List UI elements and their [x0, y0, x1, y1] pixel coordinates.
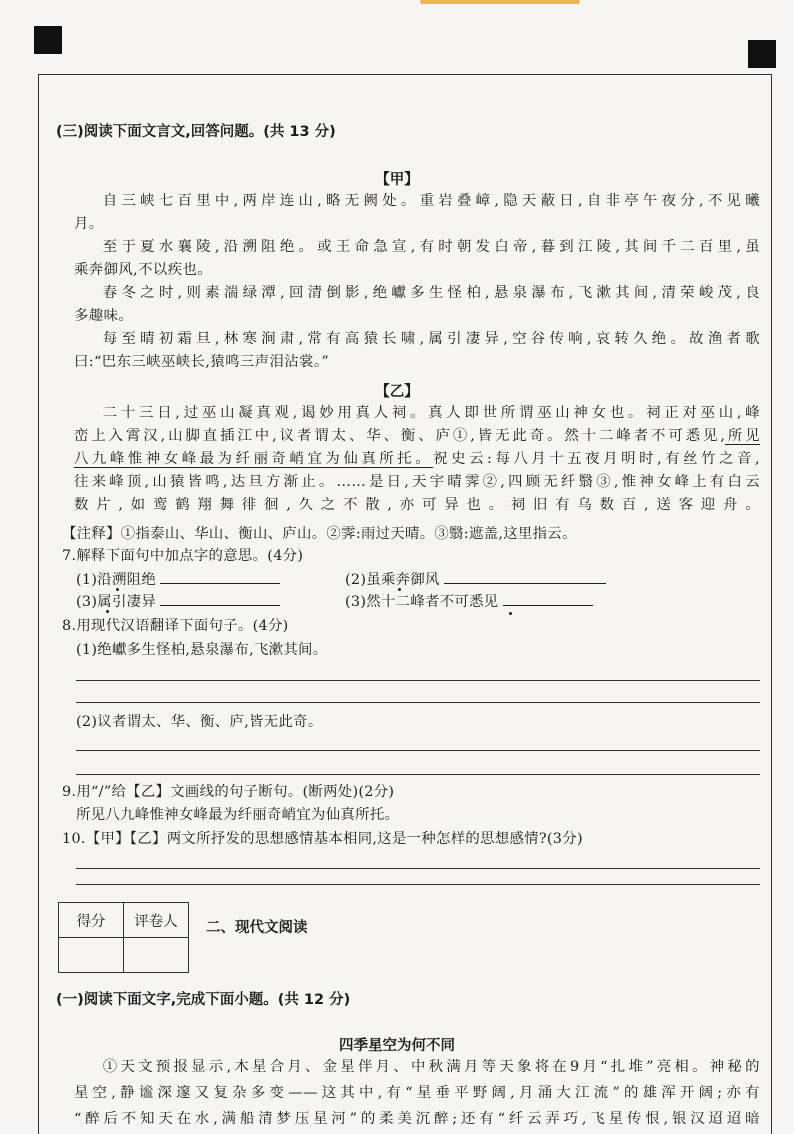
q7-stem: 7.解释下面句中加点字的意思。(4分)	[62, 548, 304, 564]
yi-title: 【乙】	[375, 384, 419, 400]
article-title: 四季星空为何不同	[339, 1038, 455, 1054]
q7-item-3: (3)属引凄异	[76, 590, 280, 611]
top-color-mark	[420, 0, 580, 4]
yi-line: 峦上入霄汉,山脚直插江中,议者谓太、华、衡、庐①,皆无此奇。然十二峰者不可悉见,所见	[74, 428, 760, 444]
jia-title: 【甲】	[375, 172, 419, 188]
score-cell[interactable]	[59, 938, 124, 973]
jia-line: 自三峡七百里中,两岸连山,略无阙处。重岩叠嶂,隐天蔽日,自非亭午夜分,不见曦	[102, 193, 760, 209]
jia-line: 至于夏水襄陵,沿溯阻绝。或王命急宣,有时朝发白帝,暮到江陵,其间千二百里,虽	[102, 239, 760, 255]
jia-text	[74, 190, 760, 374]
yi-line: 八九峰惟神女峰最为纤丽奇峭宜为仙真所托。祝史云:每八月十五夜月明时,有丝竹之音,	[74, 451, 760, 467]
jia-line: 月。	[74, 216, 104, 232]
article-line: ①天文预报显示,木星合月、金星伴月、中秋满月等天象将在9月“扎堆”亮相。神秘的	[102, 1059, 760, 1075]
grader-label: 评卷人	[124, 903, 189, 938]
q9-sentence: 所见八九峰惟神女峰最为纤丽奇峭宜为仙真所托。	[76, 807, 400, 823]
emphasis-dot	[106, 610, 109, 613]
jia-line: 曰:“巴东三峡巫峡长,猿鸣三声泪沾裳。”	[74, 354, 330, 370]
part2-sub-heading: (一)阅读下面文字,完成下面小题。(共 12 分)	[56, 992, 351, 1008]
jia-line: 多趣味。	[74, 308, 134, 324]
score-label: 得分	[59, 903, 124, 938]
answer-blank[interactable]	[444, 569, 606, 584]
yi-line: 二十三日,过巫山凝真观,谒妙用真人祠。真人即世所谓巫山神女也。祠正对巫山,峰	[102, 405, 760, 421]
q9-stem: 9.用“/”给【乙】文画线的句子断句。(断两处)(2分)	[62, 784, 395, 800]
answer-line[interactable]	[76, 702, 760, 703]
underlined-sentence-start: 所见	[725, 428, 760, 444]
jia-line: 每至晴初霜旦,林寒涧肃,常有高猿长啸,属引凄异,空谷传响,哀转久绝。故渔者歌	[102, 331, 760, 347]
underlined-sentence: 八九峰惟神女峰最为纤丽奇峭宜为仙真所托。	[74, 451, 434, 467]
yi-line: 往来峰顶,山猿皆鸣,达旦方渐止。……是日,天宇晴霁②,四顾无纤翳③,惟神女峰上有白云	[74, 474, 760, 490]
answer-blank[interactable]	[160, 591, 280, 606]
emphasis-dot	[398, 588, 401, 591]
jia-line: 春冬之时,则素湍绿潭,回清倒影,绝巘多生怪柏,悬泉瀑布,飞漱其间,清荣峻茂,良	[102, 285, 760, 301]
registration-mark-left	[34, 26, 62, 54]
answer-line[interactable]	[76, 884, 760, 885]
part2-heading: 二、现代文阅读	[206, 920, 308, 936]
answer-line[interactable]	[76, 680, 760, 681]
answer-blank[interactable]	[503, 591, 593, 606]
q7-item-4: (3)然十二峰者不可悉见	[345, 590, 593, 611]
section3-heading: (三)阅读下面文言文,回答问题。(共 13 分)	[56, 124, 336, 140]
score-box	[58, 902, 189, 973]
q7-item-1: (1)沿溯阻绝	[76, 568, 280, 589]
article-line: “醉后不知天在水,满船清梦压星河”的柔美沉醉;还有“纤云弄巧,飞星传恨,银汉迢迢暗	[74, 1111, 760, 1127]
emphasis-dot	[509, 612, 512, 615]
registration-mark-right	[748, 40, 776, 68]
article-text	[74, 1054, 760, 1132]
q7-item-2: (2)虽乘奔御风	[345, 568, 606, 589]
grader-cell[interactable]	[124, 938, 189, 973]
answer-blank[interactable]	[160, 569, 280, 584]
jia-line: 乘奔御风,不以疾也。	[74, 262, 213, 278]
q8-stem: 8.用现代汉语翻译下面句子。(4分)	[62, 618, 289, 634]
emphasis-dot	[116, 588, 119, 591]
q8-item-1: (1)绝巘多生怪柏,悬泉瀑布,飞漱其间。	[76, 642, 328, 658]
yi-text	[74, 402, 760, 517]
q10-stem: 10.【甲】【乙】两文所抒发的思想感情基本相同,这是一种怎样的思想感情?(3分)	[62, 831, 583, 847]
answer-line[interactable]	[76, 774, 760, 775]
annotation-note: 【注释】①指泰山、华山、衡山、庐山。②霁:雨过天晴。③翳:遮盖,这里指云。	[62, 526, 577, 542]
q8-item-2: (2)议者谓太、华、衡、庐,皆无此奇。	[76, 714, 323, 730]
yi-line: 数片,如鸾鹤翔舞徘徊,久之不散,亦可异也。祠旧有乌数百,送客迎舟。	[74, 497, 760, 513]
article-line: 星空,静谧深邃又复杂多变——这其中,有“星垂平野阔,月涌大江流”的雄浑开阔;亦有	[74, 1085, 760, 1101]
answer-line[interactable]	[76, 868, 760, 869]
answer-line[interactable]	[76, 750, 760, 751]
